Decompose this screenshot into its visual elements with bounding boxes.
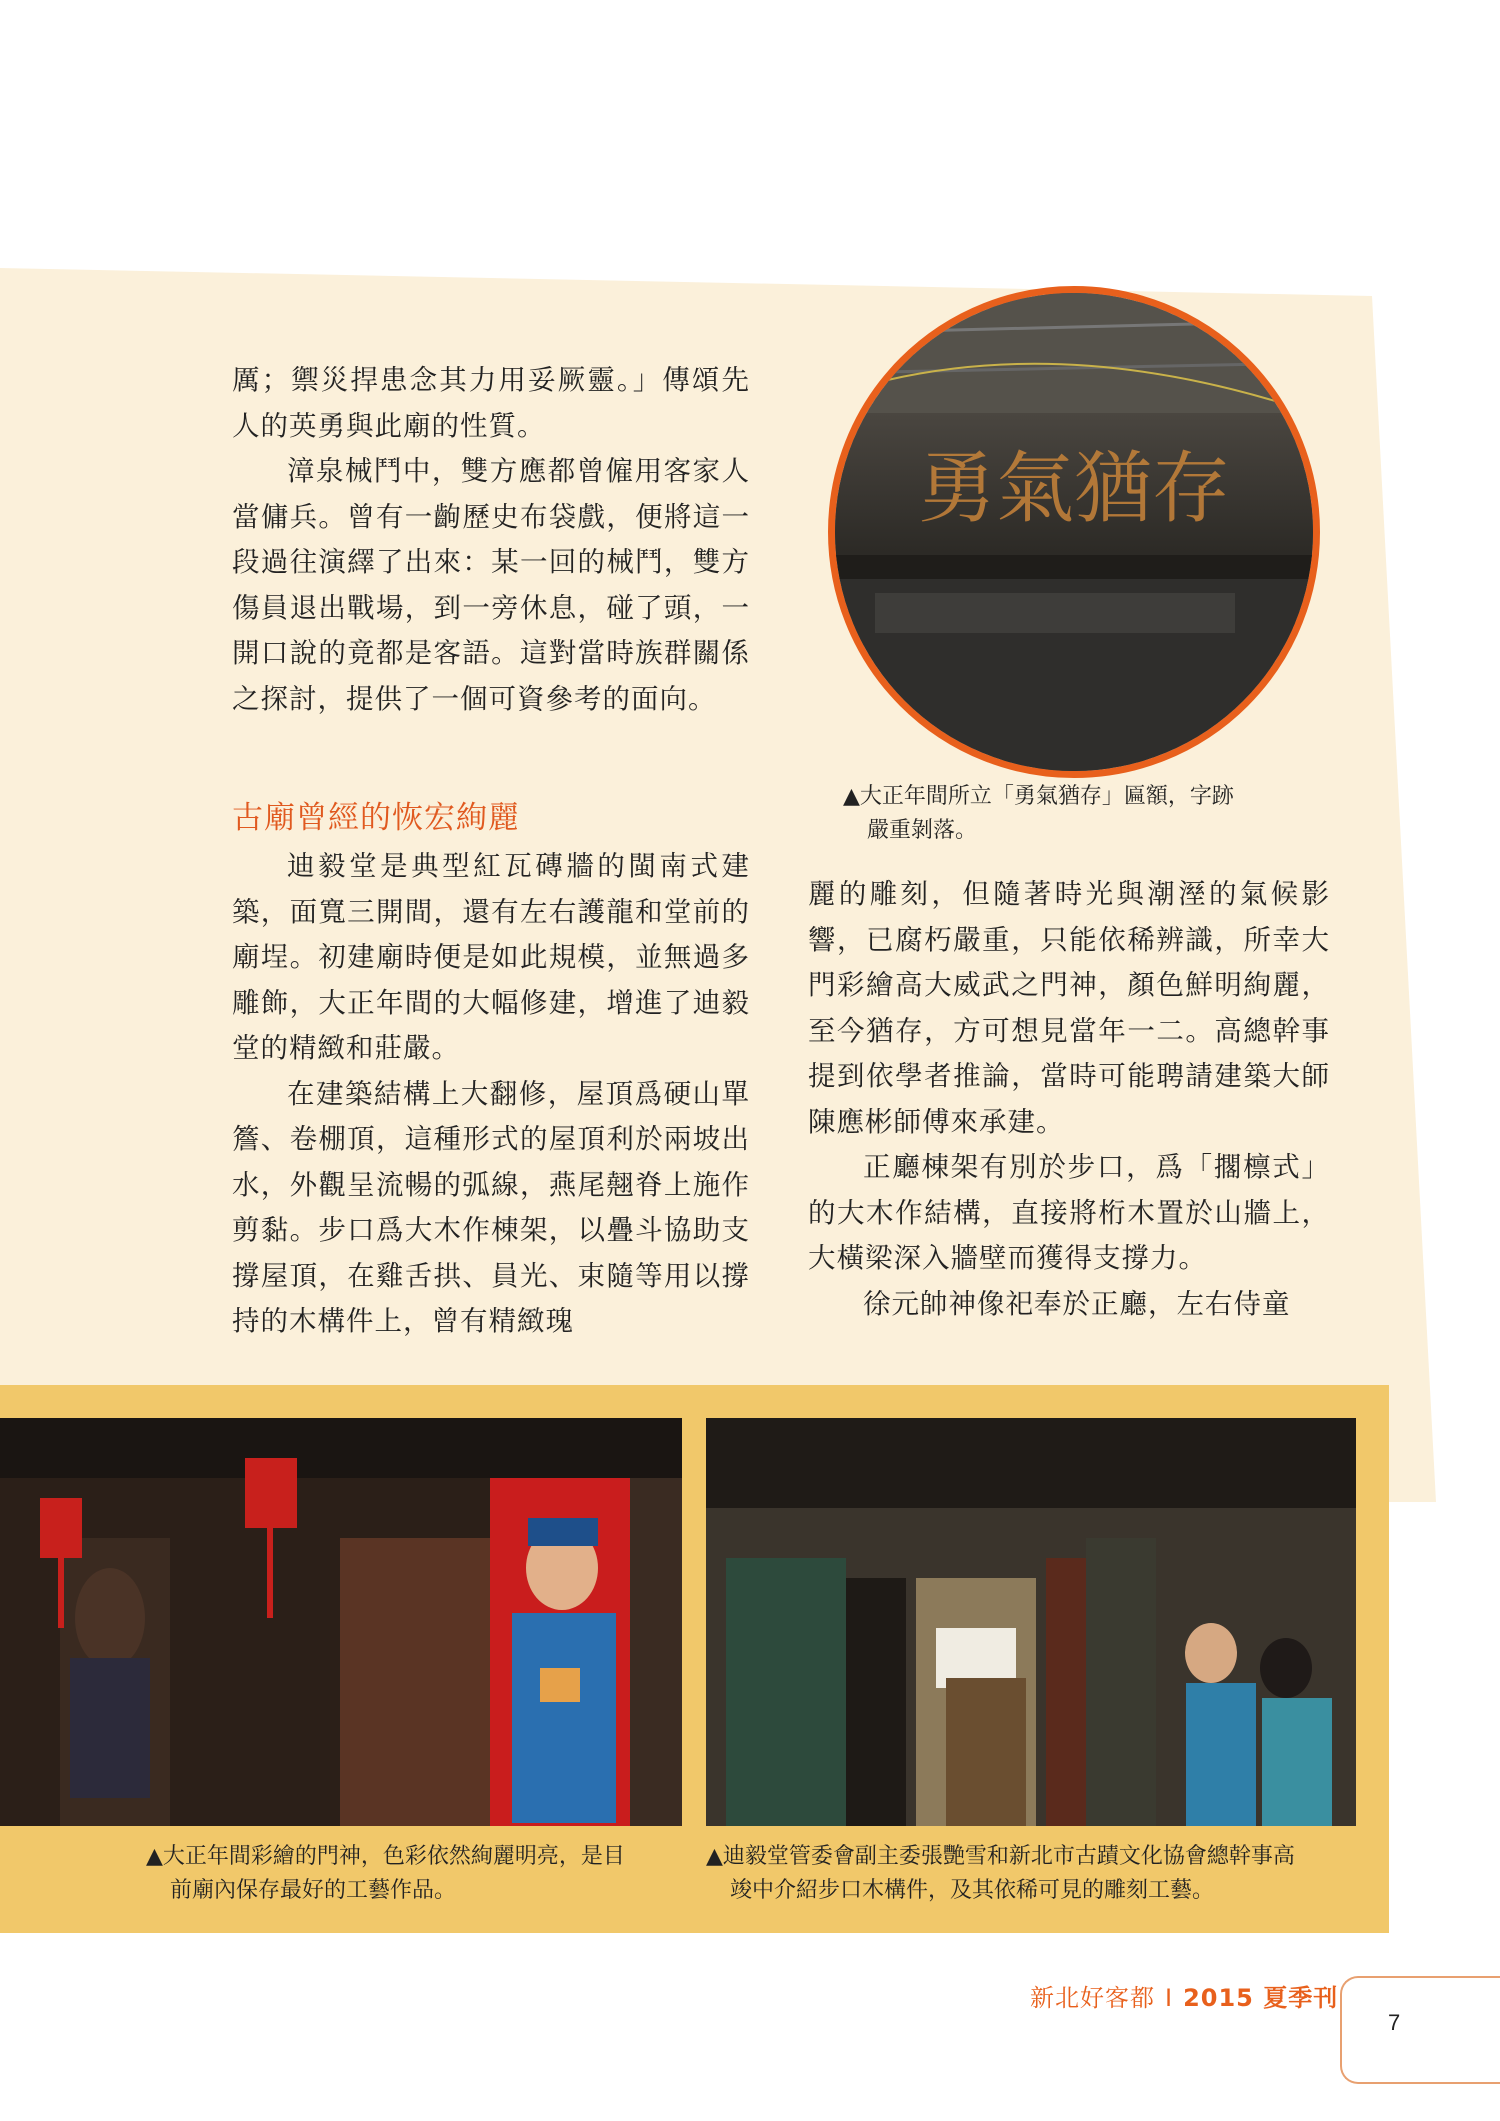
plaque-caption-line1: ▲大正年間所立「勇氣猶存」匾額，字跡 xyxy=(843,784,1234,809)
right-column xyxy=(808,872,1330,1327)
visitors-caption-line2: 竣中介紹步口木構件，及其依稀可見的雕刻工藝。 xyxy=(730,1878,1215,1903)
left-column-top xyxy=(232,358,750,722)
plaque-caption xyxy=(843,780,1323,848)
door-god-photo xyxy=(0,1418,682,1826)
paragraph-3: 迪毅堂是典型紅瓦磚牆的閩南式建築，面寬三開間，還有左右護龍和堂前的廟埕。初建廟時便是如此規模，並無過多雕飾，大正年間的大幅修建，增進了迪毅堂的精緻和莊嚴。 xyxy=(232,850,750,1064)
paragraph-5: 麗的雕刻，但隨著時光與潮溼的氣候影響，已腐朽嚴重，只能依稀辨識，所幸大門彩繪高大威武之門神，顏色鮮明絢麗，至今猶存，方可想見當年一二。高總幹事提到依學者推論，當時可能聘請建築大師陳應彬師傅來承建。 xyxy=(808,878,1330,1138)
paragraph-6: 正廳棟架有別於步口，爲「擱檩式」的大木作結構，直接將桁木置於山牆上，大橫梁深入牆壁而獲得支撐力。 xyxy=(808,1151,1330,1274)
left-column-bottom xyxy=(232,844,750,1345)
section-heading: 古廟曾經的恢宏絢麗 xyxy=(232,800,520,836)
plaque-inscription: 勇氣猶存 xyxy=(917,444,1231,534)
door-god-caption xyxy=(146,1840,686,1908)
issue-label: 2015 夏季刊 xyxy=(1183,1984,1339,2012)
visitors-caption-line1: ▲迪毅堂管委會副主委張艷雪和新北市古蹟文化協會總幹事高 xyxy=(706,1844,1295,1869)
door-god-caption-line1: ▲大正年間彩繪的門神，色彩依然絢麗明亮，是目 xyxy=(146,1844,625,1869)
paragraph-2: 漳泉械鬥中，雙方應都曾僱用客家人當傭兵。曾有一齣歷史布袋戲，便將這一段過往演繹了出來：某一回的械鬥，雙方傷員退出戰場，到一旁休息，碰了頭，一開口說的竟都是客語。這對當時族群關係之探討，提供了一個可資參考的面向。 xyxy=(232,455,750,715)
footer-title: 新北好客都 I 2015 夏季刊 xyxy=(1030,1984,1339,2012)
page-number: 7 xyxy=(1388,2010,1401,2035)
door-god-caption-line2: 前廟內保存最好的工藝作品。 xyxy=(170,1878,457,1903)
visitors-photo xyxy=(706,1418,1356,1826)
paragraph-7: 徐元帥神像祀奉於正廳，左右侍童 xyxy=(863,1287,1291,1320)
paragraph-4: 在建築結構上大翻修，屋頂爲硬山單簷、卷棚頂，這種形式的屋頂利於兩坡出水，外觀呈流暢的弧線，燕尾翹脊上施作剪黏。步口爲大木作棟架，以疊斗協助支撐屋頂，在雞舌拱、員光、束隨等用以撐持的木構件上，曾有精緻瑰 xyxy=(232,1077,750,1337)
visitors-caption xyxy=(706,1840,1366,1908)
plaque-photo xyxy=(828,286,1320,778)
publication-name: 新北好客都 xyxy=(1030,1984,1155,2012)
page-tab xyxy=(1340,1976,1500,2084)
paragraph-1: 厲；禦災捍患念其力用妥厥靈。」傳頌先人的英勇與此廟的性質。 xyxy=(232,364,750,442)
plaque-caption-line2: 嚴重剝落。 xyxy=(867,818,978,843)
